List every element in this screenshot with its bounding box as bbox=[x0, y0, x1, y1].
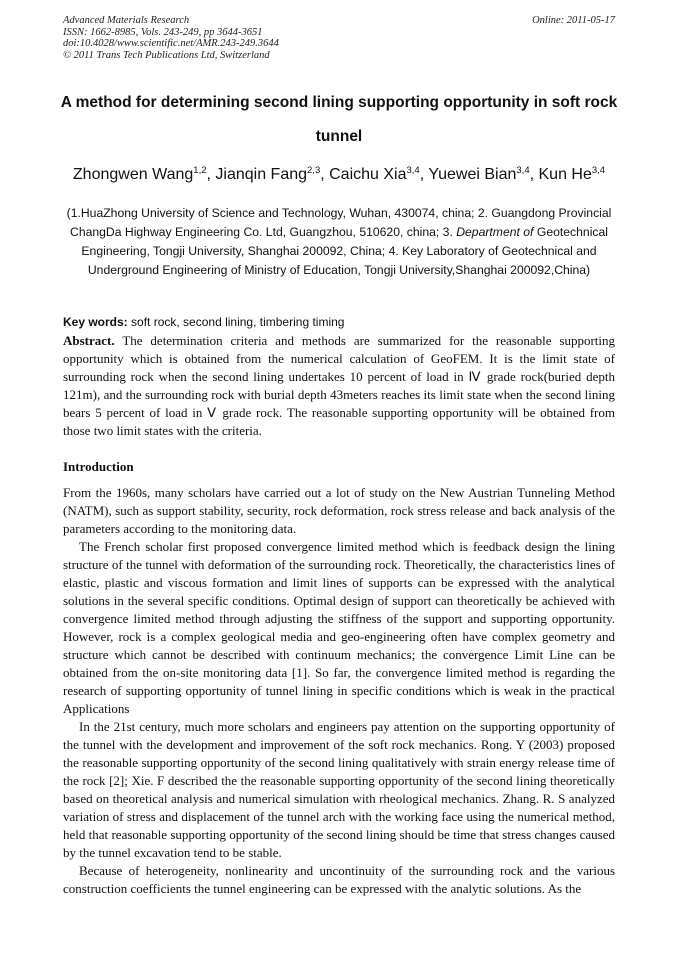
abstract-text: The determination criteria and methods are summarized for the reasonable supporting opportunity which is obtained from the numerical calculation of GeoFEM. It is the limit state of surrounding rock when the second lining undertakes 10 percent of load in Ⅳ grade rock(buried depth 121m), and the surrounding rock with burial depth 43meters reaches its limit state when the second lining bears 5 percent of load in Ⅴ grade rock. The reasonable supporting opportunity will be obtained from those two limit states with the criteria. bbox=[63, 333, 616, 438]
paper-title: A method for determining second lining supporting opportunity in soft rock tunnel bbox=[60, 94, 618, 145]
keywords bbox=[63, 314, 615, 330]
author-name: Yuewei Bian bbox=[428, 166, 517, 183]
doi-line: doi:10.4028/www.scientific.net/AMR.243-249.3644 bbox=[63, 38, 279, 50]
body-paragraph: From the 1960s, many scholars have carried out a lot of study on the New Austrian Tunneling Method (NATM), such as support stability, security, rock deformation, rock stress release and back analysis of the parameters according to the monitoring data. bbox=[63, 485, 615, 536]
author-affiliation-marker: 2,3 bbox=[307, 165, 321, 176]
author-name: Kun He bbox=[538, 166, 592, 183]
author-affiliation-marker: 3,4 bbox=[516, 165, 530, 176]
section-heading-introduction: Introduction bbox=[63, 459, 134, 474]
author-separator: , bbox=[419, 166, 429, 183]
author-list bbox=[40, 164, 638, 186]
author-affiliation-marker: 3,4 bbox=[406, 165, 420, 176]
issn-line: ISSN: 1662-8985, Vols. 243-249, pp 3644-3651 bbox=[63, 26, 263, 38]
affiliations bbox=[62, 204, 616, 280]
author-name: Caichu Xia bbox=[329, 166, 407, 183]
author-separator: , bbox=[206, 166, 216, 183]
keywords-label: Key words: bbox=[63, 315, 128, 329]
online-date: Online: 2011-05-17 bbox=[532, 15, 615, 26]
affiliation-text: (1.HuaZhong University of Science and Technology, Wuhan, 430074, china; 2. Guangdong Provincial ChangDa Highway Engineering Co. Ltd, Guangzhou, 510620, china; 3. bbox=[66, 206, 612, 239]
author-affiliation-marker: 3,4 bbox=[591, 165, 606, 176]
author-name: Zhongwen Wang bbox=[72, 166, 194, 183]
affiliation-department: Department of bbox=[456, 225, 534, 239]
author-separator: , bbox=[320, 166, 330, 183]
introduction-body bbox=[63, 484, 615, 954]
abstract bbox=[63, 332, 615, 440]
journal-header bbox=[63, 15, 615, 61]
body-paragraph: The French scholar first proposed convergence limited method which is feedback design the lining structure of the tunnel with deformation of the surrounding rock. Theoretically, the characteristics lines of elastic, plastic and viscous formation and limit lines of supports can be expressed with the analytical solutions in the several specific conditions. Optimal design of support can theoretically be achieved with convergence limited method through adjusting the stiffness of the support and supporting opportunity. However, rock is a complex geological media and geo-engineering often have complex geometry and structure which cannot be described with continuum mechanics; the convergence Limit Line can be obtained from the on-site monitoring data [1]. So far, the convergence limited method is regarding the research of supporting opportunity of tunnel lining in specific conditions which is weak in the practical Applications bbox=[63, 539, 615, 716]
author-affiliation-marker: 1,2 bbox=[193, 165, 207, 176]
abstract-label: Abstract. bbox=[63, 333, 115, 348]
author-name: Jianqin Fang bbox=[215, 166, 308, 183]
journal-name: Advanced Materials Research bbox=[63, 15, 190, 26]
body-paragraph: Because of heterogeneity, nonlinearity and uncontinuity of the surrounding rock and the various construction coefficients the tunnel engineering can be expressed with the analytic solutions. As the bbox=[63, 863, 615, 896]
affiliation-text: Geotechnical Engineering, Tongji University, Shanghai 200092, China; 4. Key Laboratory of Geotechnical and Underground Engineering of Ministry of Education, Tongji University,Shanghai 200092,China) bbox=[81, 225, 608, 277]
body-paragraph: In the 21st century, much more scholars and engineers pay attention on the supporting opportunity of the tunnel with the development and improvement of the soft rock mechanics. Rong. Y (2003) proposed the reasonable supporting opportunity of the second lining qualitatively with strain energy release time of the rock [2]; Xie. F described the the reasonable supporting opportunity of the second lining theoretically based on theoretical analysis and numerical simulation with rheological mechanics. Zhang. R. S analyzed variation of stress and displacement of the tunnel arch with the working face using the numerical method, held that reasonable supporting opportunity of the second lining should be time that stress changes caused by the tunnel excavation tend to be stable. bbox=[63, 719, 615, 860]
copyright-line: © 2011 Trans Tech Publications Ltd, Switzerland bbox=[63, 49, 270, 61]
keywords-text: soft rock, second lining, timbering timing bbox=[131, 315, 345, 329]
author-separator: , bbox=[529, 166, 539, 183]
